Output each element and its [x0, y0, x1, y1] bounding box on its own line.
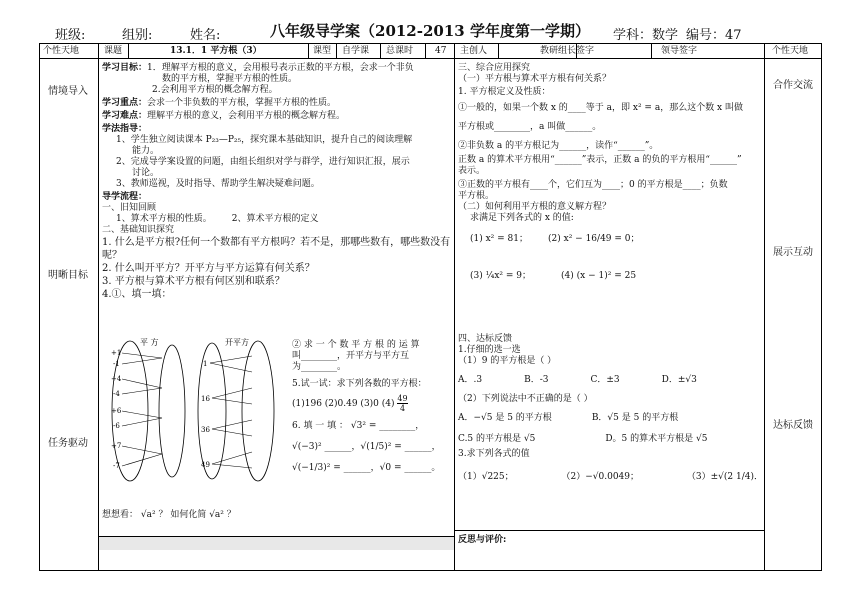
method-1: 1、学生独立阅读课本 P₂₃—P₂₅，探究课本基础知识，提升自己的阅读理解	[116, 135, 413, 145]
label-scenario: 情境导入	[48, 86, 88, 97]
feedback-3a: （1）√225；	[458, 472, 514, 482]
think-label: 想想看：	[102, 510, 139, 520]
feedback-1a: （1）9 的平方根是（ ）	[458, 356, 557, 366]
method-2: 2、完成导学案设置的问题，由组长组织对学与群学，进行知识汇报，展示	[116, 157, 410, 167]
cell-divider	[336, 43, 337, 58]
left-col-header: 个性天地	[43, 46, 80, 56]
section-3: 三、综合应用探究	[458, 63, 531, 73]
method-3: 3、教师巡视，及时指导、帮助学生解决疑难问题。	[116, 179, 320, 189]
col-right-divider	[764, 43, 765, 571]
border-right	[821, 43, 822, 571]
question-1b: 呢？	[102, 250, 122, 261]
row-divider	[39, 58, 821, 59]
fraction-num: 49	[397, 394, 408, 403]
key-title: 学习重点：	[102, 98, 148, 108]
diff-title: 学习难点：	[102, 111, 148, 121]
option-b-a: A．−√5 是 5 的平方根	[458, 413, 552, 423]
range-ellipse	[159, 345, 185, 477]
point-1g: 平方根。	[458, 191, 495, 201]
fig-right-1: 16	[201, 395, 210, 403]
method-1b: 能力。	[132, 146, 160, 156]
options-row	[458, 375, 763, 386]
name-label: 姓名:	[190, 28, 221, 43]
point-1a: ①一般的，如果一个数 x 的____等于 a，即 x² = a，那么这个数 x 叫做	[458, 103, 743, 113]
col-left-divider	[98, 43, 99, 571]
point-1f: ③正数的平方根有____个，它们互为____；0 的平方根是____；负数	[458, 180, 728, 190]
q4b-line1: ② 求 一 个 数 平 方 根 的 运 算	[292, 340, 420, 350]
section-4: 四、达标反馈	[458, 334, 513, 344]
q4b-line2: 叫________，开平方与平方互	[292, 351, 410, 361]
class-label: 班级:	[55, 28, 86, 43]
page-title: 八年级导学案（2012-2013 学年度第一学期）	[270, 22, 590, 40]
total-value: 47	[435, 46, 447, 56]
goal-1: 1．理解平方根的意义，会用根号表示正数的平方根，会求一个非负	[147, 63, 414, 73]
think-line: 想想看： √a² ？ 如何化简 √a² ？	[102, 510, 236, 520]
fig-left-0: +1	[111, 349, 122, 357]
gray-bar	[99, 537, 454, 550]
doc-number: 编号：47	[686, 28, 742, 43]
feedback-3: 3.求下列各式的值	[458, 449, 530, 459]
cell-divider	[380, 43, 381, 58]
right-col-header: 个性天地	[772, 46, 809, 56]
fig-label-square: 平 方	[140, 338, 159, 347]
q6: 6. 填 一 填 ：	[292, 421, 349, 431]
option-b: B．-3	[524, 375, 549, 385]
root-range-ellipse	[242, 341, 274, 481]
leader-label: 领导签字	[661, 46, 698, 56]
border-bottom	[39, 570, 821, 571]
think-mid: ？ 如何化简	[158, 510, 207, 520]
fig-right-2: 36	[201, 426, 210, 434]
label-feedback: 达标反馈	[773, 420, 813, 431]
cell-divider	[128, 43, 129, 58]
fig-right-3: 49	[201, 461, 210, 469]
eq-2b: = 0；	[614, 234, 640, 244]
border-top	[39, 43, 821, 44]
section-2: 二、基础知识探究	[102, 225, 175, 235]
key-text: 会求一个非负数的平方根，掌握平方根的性质。	[147, 98, 337, 108]
fig-left-2: +4	[111, 375, 122, 383]
goal-title: 学习目标：	[102, 63, 148, 73]
col-mid-divider	[454, 43, 455, 571]
question-4: 4.①、填一填：	[102, 289, 172, 300]
cell-divider	[651, 43, 652, 58]
right-content: 三、综合应用探究 （一）平方根与算术平方根有何关系？ 1. 平方根定义及性质： ①一般的，如果一个数 x 的____等于 a，即 x² = a，那么这个数 x 叫做 平方根或________，a 叫做______。 ②非负数 a 的平方根记为______，读作“______”。 正数 a 的算术平方根用“______”表示，正数 a 的负的平方根用“______” 表示。 ③正数的平方根有____个，它们互为____；0 的平方根是____；负数 平方根。 （二）如何利用平方根的意义解方程？ 求满足下列各式的 x 的值: (1) x² = 81； (2) x² − 16/49 = 0； (3) ¼x² = 9； (4) (x − 1)² = 25 四、达标反馈 1.仔细的选一选 （1）9 的平方根是（ ） A．.3 B．-3 C．±3 D．±√3 （2）下列说法中不正确的是（ ） A．−√5 是 5 的平方根 B．√5 是 5 的平方根 C.5 的平方根是 √5 D。5 的算术平方根是 √5 3.求下列各式的值 （1）√225； （2）−√0.0049； （3）±√(2 1/4)．	[458, 63, 763, 482]
fig-left-1: -1	[113, 360, 120, 368]
mapping-arrows	[122, 353, 252, 468]
label-showcase: 展示互动	[773, 247, 813, 258]
cell-divider	[425, 43, 426, 58]
label-cooperate: 合作交流	[773, 80, 813, 91]
type-value: 自学课	[342, 46, 370, 56]
feedback-3-items	[458, 472, 763, 483]
section-1: 一、旧知回顾	[102, 203, 157, 213]
fig-left-4: +6	[111, 407, 122, 415]
fig-label-root: 开平方	[225, 338, 249, 347]
eq-4: (4) (x − 1)² = 25	[561, 271, 637, 281]
eq-3: = 9；	[505, 271, 532, 281]
cell-divider	[308, 43, 309, 58]
section-3b: （二）如何利用平方根的意义解方程？	[458, 202, 612, 212]
section-1a: 1、算术平方根的性质。	[116, 214, 212, 224]
option-c: C．±3	[590, 375, 620, 385]
fig-left-7: -7	[113, 462, 120, 470]
equation-intro: 求满足下列各式的 x 的值:	[470, 213, 574, 223]
square-mapping-figure	[100, 336, 290, 486]
option-b-d: D。5 的算术平方根是 √5	[605, 434, 708, 444]
fraction-den: 4	[399, 404, 406, 413]
fig-right-0: 1	[203, 360, 208, 368]
lead-label: 主创人	[460, 46, 488, 56]
point-1c: ②非负数 a 的平方根记为______，读作“______”。	[458, 141, 659, 151]
label-tasks: 任务驱动	[48, 438, 88, 449]
method-title: 学法指导：	[102, 124, 148, 134]
flow-title: 导学流程：	[102, 192, 148, 202]
q5: 5.试一试：求下列各数的平方根：	[292, 379, 427, 389]
reflect-label: 反思与评价:	[458, 535, 507, 545]
option-a: A．.3	[458, 375, 483, 385]
question-3: 3. 平方根与算术平方根有何区别和联系？	[102, 276, 285, 287]
fraction	[397, 394, 407, 413]
option-b-c: C.5 的平方根是 √5	[458, 434, 536, 444]
cell-divider	[498, 43, 499, 58]
think-end: ？	[226, 510, 236, 520]
fig-left-6: +7	[111, 442, 122, 450]
q4b-line3: 为________。	[292, 362, 347, 372]
type-label: 课型	[313, 46, 332, 56]
subject: 学科：数学	[613, 28, 679, 43]
section-1b: 2、算术平方根的定义	[231, 214, 319, 224]
point-1b: 平方根或________，a 叫做______。	[458, 122, 602, 132]
option-b-b: B．√5 是 5 的平方根	[591, 413, 679, 423]
point-1: 1. 平方根定义及性质：	[458, 87, 551, 97]
diff-text: 理解平方根的意义，会利用平方根的概念解方程。	[147, 111, 346, 121]
goal-1b: 数的平方根，掌握平方根的性质。	[162, 74, 298, 84]
feedback-3c: （3）±√(2 1/4)．	[686, 472, 763, 482]
question-1: 1. 什么是平方根?任何一个数都有平方根吗？若不是，那哪些数有，哪些数没有	[102, 237, 451, 248]
feedback-3b: （2）−√0.0049；	[561, 472, 640, 482]
topic: 13.1．1 平方根（3）	[170, 46, 262, 56]
point-1e: 表示。	[458, 166, 486, 176]
point-1d: 正数 a 的算术平方根用“______”表示，正数 a 的负的平方根用“______”	[458, 155, 742, 165]
method-2b: 讨论。	[132, 168, 160, 178]
fig-left-5: -6	[113, 422, 120, 430]
feedback-1: 1.仔细的选一选	[458, 345, 521, 355]
q5-items: (1)196 (2)0.49 (3)0 (4)	[292, 399, 395, 409]
section-3a: （一）平方根与算术平方根有何关系？	[458, 74, 612, 84]
option-d: D．±√3	[661, 375, 697, 385]
label-goals: 明晰目标	[48, 270, 88, 281]
feedback-1b: （2）下列说法中不正确的是（ ）	[458, 394, 593, 404]
eq-2: (2) x² −	[548, 234, 583, 244]
eq-1: (1) x² = 81；	[470, 234, 529, 244]
goal-2: 2.会利用平方根的概念解方程。	[152, 85, 278, 95]
topic-label: 课题	[104, 46, 123, 56]
fig-left-3: -4	[113, 390, 120, 398]
total-label: 总课时	[386, 46, 414, 56]
border-left	[39, 43, 40, 571]
learning-goals	[102, 63, 452, 301]
reflect-divider	[454, 530, 764, 531]
group-label: 组别:	[122, 28, 153, 43]
fill-in-block: ② 求 一 个 数 平 方 根 的 运 算 叫________，开平方与平方互 为________。 5.试一试：求下列各数的平方根： (1)196 (2)0.49 (3)0 (4) $\frac{49}{4}$ 6. 填 一 填 ： √3² = ________， √(−3)² ______，√(1/5)² = ______， √(−1/3)² = ______，√0 = ______。	[292, 340, 452, 474]
question-2: 2. 什么叫开平方？开平方与平方运算有何关系？	[102, 263, 315, 274]
review-label: 教研组长签字	[540, 46, 595, 56]
